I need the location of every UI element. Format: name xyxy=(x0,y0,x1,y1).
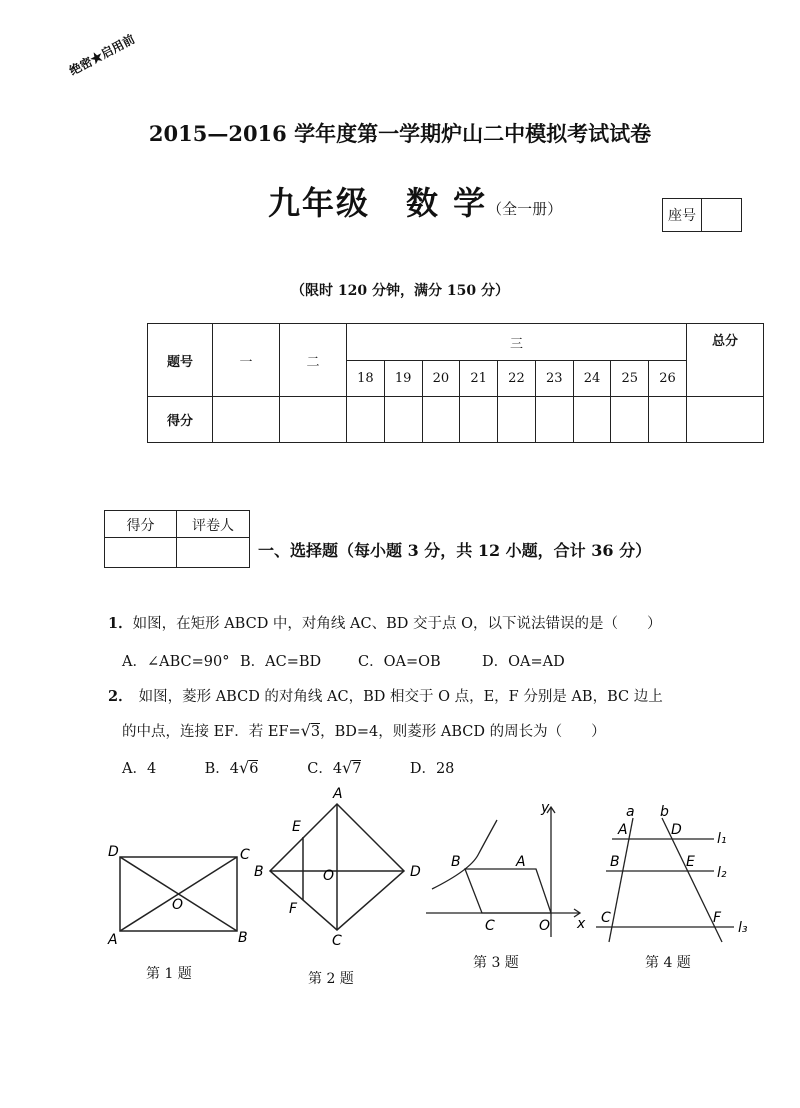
figure-3-caption: 第 3 题 xyxy=(473,955,519,971)
fig3-label-A: A xyxy=(516,854,526,870)
sqrt-sign: √ xyxy=(300,721,311,740)
part2-header: 二 xyxy=(280,324,347,397)
total-header: 总分 xyxy=(687,324,764,397)
section-title: 一、选择题（每小题 3 分，共 12 小题，合计 36 分） xyxy=(258,541,652,560)
sqrt-radicand: 7 xyxy=(352,761,362,777)
fig2-label-B: B xyxy=(254,864,264,880)
fig4-label-b: b xyxy=(660,804,669,820)
option-b-text: B．4 xyxy=(204,761,239,777)
question-text: 如图，在矩形 ABCD 中，对角线 AC、BD 交于点 O，以下说法错误的是（ ） xyxy=(132,616,662,632)
question-text-part: 的中点，连接 EF．若 EF= xyxy=(122,724,301,740)
sub-number: 24 xyxy=(573,361,611,397)
fig3-label-C: C xyxy=(485,918,495,934)
question-text-part: ，BD=4，则菱形 ABCD 的周长为（ ） xyxy=(320,724,606,740)
fig4-label-E: E xyxy=(686,854,695,870)
exam-title: 2015—2016 学年度第一学期炉山二中模拟考试试卷 xyxy=(148,121,652,146)
option-d[interactable]: D．28 xyxy=(409,761,455,777)
part1-header: 一 xyxy=(213,324,280,397)
question-number: 1． xyxy=(108,615,133,632)
sub-number: 19 xyxy=(384,361,422,397)
fig1-label-A: A xyxy=(108,932,118,948)
option-c[interactable]: C．OA=OB xyxy=(358,654,441,670)
confidential-stamp: 绝密★启用前 xyxy=(66,31,138,79)
fig2-label-O: O xyxy=(323,868,335,884)
fig1-label-O: O xyxy=(172,897,184,913)
sub-number: 18 xyxy=(347,361,385,397)
fig2-label-E: E xyxy=(292,819,301,835)
option-b[interactable]: B．AC=BD xyxy=(240,654,322,670)
sub-number: 22 xyxy=(498,361,536,397)
grader-box-grader-label: 评卷人 xyxy=(192,518,234,534)
fig3-label-y: y xyxy=(541,800,550,816)
fig4-label-D: D xyxy=(671,822,682,838)
fig2-label-D: D xyxy=(410,864,421,880)
grader-box-score-label: 得分 xyxy=(126,518,155,534)
part3-header: 三 xyxy=(347,324,687,361)
figure-3-coordinate xyxy=(426,807,580,937)
fig1-label-B: B xyxy=(238,930,248,946)
fig2-label-F: F xyxy=(289,901,298,917)
fig4-label-C: C xyxy=(601,910,611,926)
grade-label: 九年级 xyxy=(268,184,371,222)
figure-1-caption: 第 1 题 xyxy=(146,966,192,982)
figure-2-caption: 第 2 题 xyxy=(308,971,354,987)
subject-scope: （全一册） xyxy=(487,200,563,218)
fig1-label-C: C xyxy=(240,847,250,863)
fig4-label-l3: l₃ xyxy=(738,920,748,936)
fig3-label-O: O xyxy=(539,918,551,934)
option-d[interactable]: D．OA=AD xyxy=(482,654,565,670)
figure-4-caption: 第 4 题 xyxy=(645,955,691,971)
fig4-label-l2: l₂ xyxy=(717,865,727,881)
fig4-label-l1: l₁ xyxy=(717,831,727,847)
question-text-line1: 如图，菱形 ABCD 的对角线 AC，BD 相交于 O 点，E，F 分别是 AB，BC 边上 xyxy=(138,689,663,705)
sub-number: 20 xyxy=(422,361,460,397)
sqrt-radicand: 3 xyxy=(310,724,321,740)
fig3-label-x: x xyxy=(577,916,586,932)
fig4-label-B: B xyxy=(610,854,620,870)
fig4-label-F: F xyxy=(713,910,722,926)
sqrt-radicand: 6 xyxy=(249,761,259,777)
score-row-label: 得分 xyxy=(148,397,213,443)
sqrt-sign: √ xyxy=(342,758,353,777)
sub-number: 23 xyxy=(535,361,573,397)
seat-label: 座号 xyxy=(663,199,702,231)
sub-number: 26 xyxy=(649,361,687,397)
time-limit: （限时 120 分钟，满分 150 分） xyxy=(291,283,509,299)
fig4-label-A: A xyxy=(618,822,628,838)
option-a[interactable]: A．4 xyxy=(122,761,157,777)
fig4-label-a: a xyxy=(626,804,635,820)
fig2-label-A: A xyxy=(333,786,343,802)
option-a[interactable]: A．∠ABC=90° xyxy=(122,654,230,670)
fig2-label-C: C xyxy=(332,933,342,949)
sqrt-sign: √ xyxy=(239,758,250,777)
sub-number: 25 xyxy=(611,361,649,397)
figure-1-rectangle xyxy=(120,857,237,931)
option-c-text: C．4 xyxy=(307,761,343,777)
question-number: 2． xyxy=(108,688,133,705)
question-number-header: 题号 xyxy=(148,324,213,397)
fig3-label-B: B xyxy=(451,854,461,870)
fig1-label-D: D xyxy=(108,844,119,860)
subject-name: 数 学 xyxy=(406,184,488,222)
sub-number: 21 xyxy=(460,361,498,397)
